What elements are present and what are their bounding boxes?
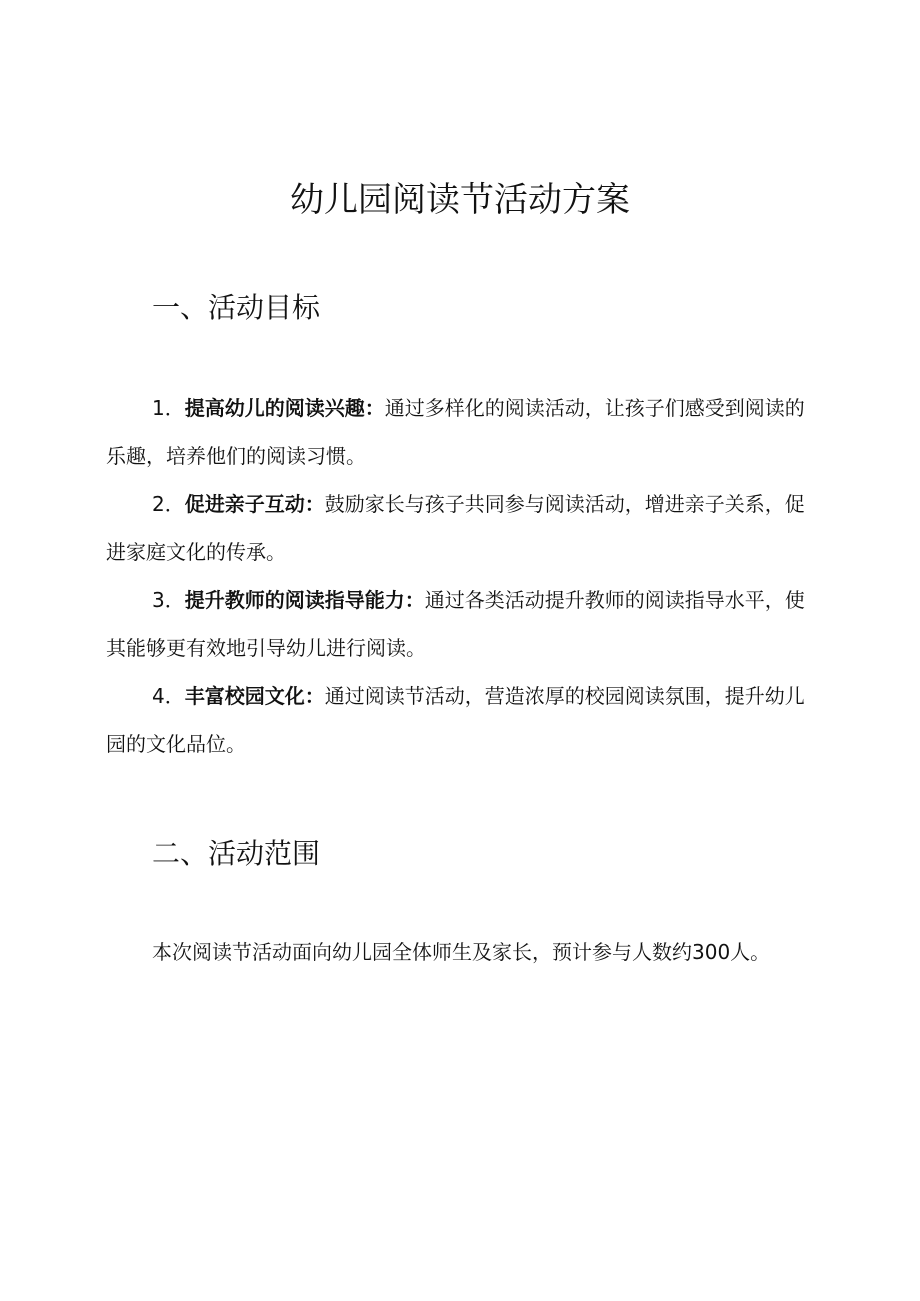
goal-number: 2． <box>152 492 185 516</box>
section-heading-scope: 二、活动范围 <box>152 837 321 870</box>
goal-item <box>106 480 820 576</box>
goal-item <box>106 384 820 480</box>
goal-number: 4． <box>152 684 185 708</box>
goal-title: 提升教师的阅读指导能力： <box>184 588 425 612</box>
goal-number: 3． <box>152 588 185 612</box>
goal-title: 丰富校园文化： <box>184 684 325 708</box>
goal-text: 通过多样化的阅读活动，让孩子们感受到阅读的乐趣，培养他们的阅读习惯。 <box>106 396 805 468</box>
document-title: 幼儿园阅读节活动方案 <box>290 180 630 220</box>
section-heading-goals: 一、活动目标 <box>152 291 321 324</box>
goal-title: 促进亲子互动： <box>184 492 325 516</box>
goals-list <box>106 384 820 768</box>
goal-item <box>106 672 820 768</box>
goal-item <box>106 576 820 672</box>
goal-text: 鼓励家长与孩子共同参与阅读活动，增进亲子关系，促进家庭文化的传承。 <box>106 492 805 564</box>
goal-number: 1． <box>152 396 185 420</box>
goal-title: 提高幼儿的阅读兴趣： <box>184 396 385 420</box>
goal-text: 通过各类活动提升教师的阅读指导水平，使其能够更有效地引导幼儿进行阅读。 <box>106 588 805 660</box>
goal-text: 通过阅读节活动，营造浓厚的校园阅读氛围，提升幼儿园的文化品位。 <box>106 684 805 756</box>
scope-paragraph: 本次阅读节活动面向幼儿园全体师生及家长，预计参与人数约300人。 <box>152 940 771 964</box>
